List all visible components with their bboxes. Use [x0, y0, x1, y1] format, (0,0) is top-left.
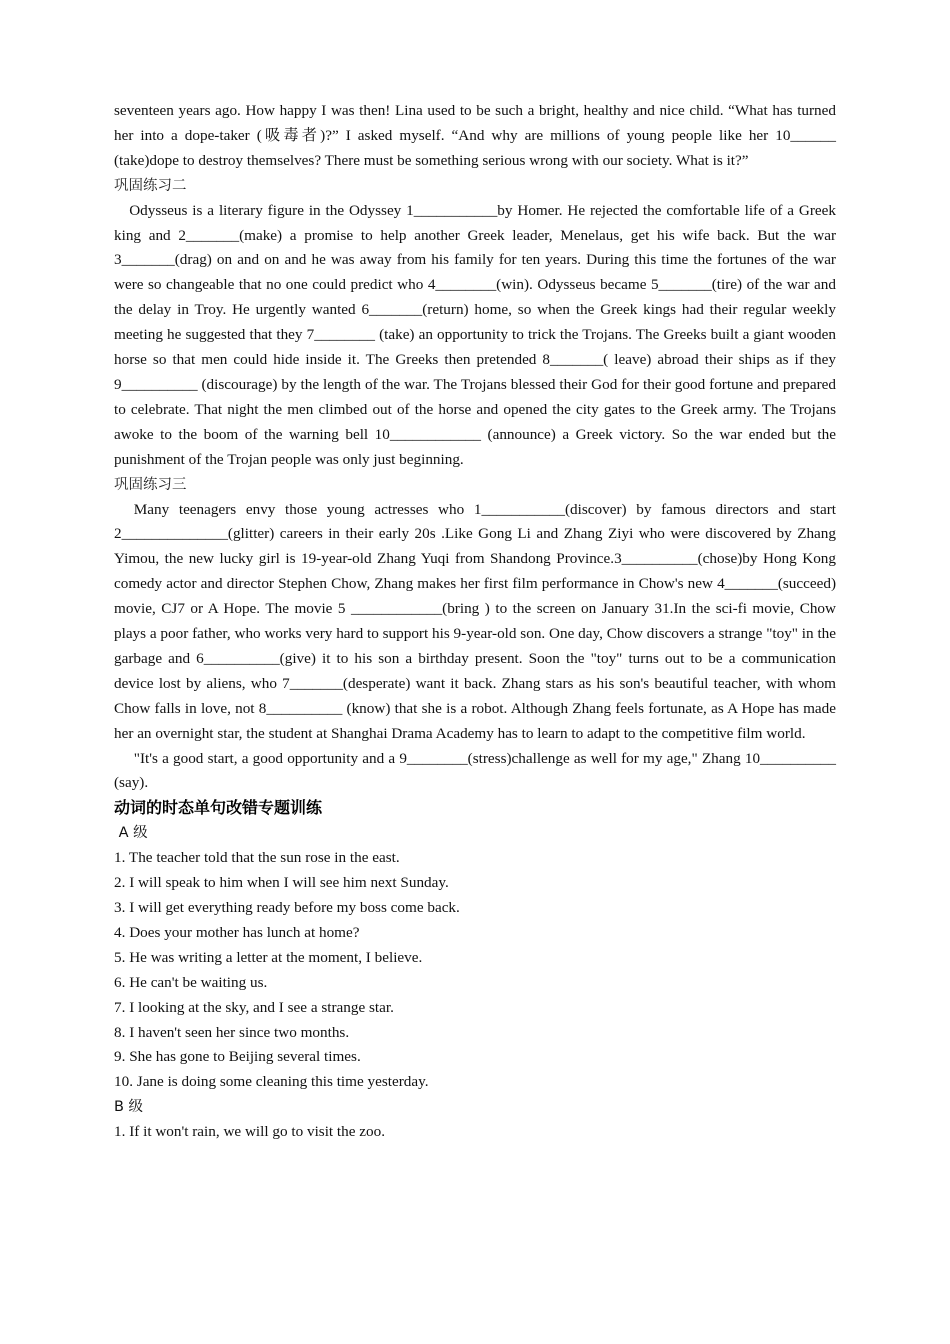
- intro-paragraph: seventeen years ago. How happy I was then! Lina used to be such a bright, healthy and nice child. “What has turned her into a dope-taker (吸毒者)?” I asked myself. “And why are millions of young people like her 10______ (take)dope to destroy themselves? There must be something serious wrong with our society. What is it?”: [114, 102, 836, 169]
- list-item: 10. Jane is doing some cleaning this time yesterday.: [114, 1073, 429, 1091]
- exercise-3-paragraph-2: "It's a good start, a good opportunity and a 9________(stress)challenge as well for my age," Zhang 10__________ (say).: [114, 749, 836, 792]
- list-item: 1. If it won't rain, we will go to visit the zoo.: [114, 1123, 386, 1141]
- list-item: 7. I looking at the sky, and I see a strange star.: [114, 998, 394, 1016]
- list-item: 4. Does your mother has lunch at home?: [114, 923, 360, 941]
- level-a-list: [114, 846, 836, 1095]
- list-item: 2. I will speak to him when I will see him next Sunday.: [114, 874, 449, 892]
- list-item: 6. He can't be waiting us.: [114, 973, 268, 991]
- document-page: [114, 99, 836, 1145]
- exercise-2-paragraph: Odysseus is a literary figure in the Odyssey 1___________by Homer. He rejected the comfortable life of a Greek king and 2_______(make) a promise to help another Greek leader, Menelaus, get his wife back. But the war 3_______(drag) on and on and he was away from his family for ten years. During this time the fortunes of the war were so changeable that no one could predict who 4________(win). Odysseus became 5_______(tire) of the war and the delay in Troy. He urgently wanted 6_______(return) home, so when the Greek kings had their regular weekly meeting he suggested that they 7________ (take) an opportunity to trick the Trojans. The Greeks built a giant wooden horse so that men could hide inside it. The Greeks then pretended 8_______( leave) abroad their ships as if they 9__________ (discourage) by the length of the war. The Trojans blessed their God for their good fortune and prepared to celebrate. That night the men climbed out of the horse and opened the city gates to the Greek army. The Trojans awoke to the boom of the warning bell 10____________ (announce) a Greek victory. So the war ended but the punishment of the Trojan people was only just beginning.: [114, 201, 836, 468]
- level-b-label: B 级: [114, 1099, 144, 1116]
- list-item: 1. The teacher told that the sun rose in the east.: [114, 849, 400, 867]
- exercise-3-label: 巩固练习三: [114, 476, 187, 493]
- level-a-label: A 级: [114, 825, 148, 842]
- list-item: 8. I haven't seen her since two months.: [114, 1023, 350, 1041]
- list-item: 3. I will get everything ready before my boss come back.: [114, 899, 460, 916]
- list-item: 5. He was writing a letter at the moment, I believe.: [114, 948, 423, 966]
- level-b-list: [114, 1120, 836, 1145]
- exercise-2-label: 巩固练习二: [114, 177, 187, 194]
- exercise-3-paragraph-1: Many teenagers envy those young actresses who 1___________(discover) by famous directors and start 2______________(glitter) careers in their early 20s .Like Gong Li and Zhang Ziyi who were discovered by Zhang Yimou, the new lucky girl is 19-year-old Zhang Yuqi from Shandong Province.3__________(chose)by Hong Kong comedy actor and director Stephen Chow, Zhang makes her first film performance in Chow's new 4_______(succeed) movie, CJ7 or A Hope. The movie 5 ____________(bring ) to the screen on January 31.In the sci-fi movie, Chow plays a poor father, who works very hard to support his 9-year-old son. One day, Chow discovers a strange "toy" in the garbage and 6__________(give) it to his son a birthday present. Soon the "toy" turns out to be a communication device lost by aliens, who 7_______(desperate) want it back. Zhang stars as his son's beautiful teacher, with whom Chow falls in love, not 8__________ (know) that she is a robot. Although Zhang feels fortunate, as A Hope has made her an overnight star, the student at Shanghai Drama Academy has to learn to adapt to the competitive film world.: [114, 500, 836, 742]
- list-item: 9. She has gone to Beijing several times.: [114, 1048, 361, 1066]
- section-heading: 动词的时态单句改错专题训练: [114, 798, 323, 818]
